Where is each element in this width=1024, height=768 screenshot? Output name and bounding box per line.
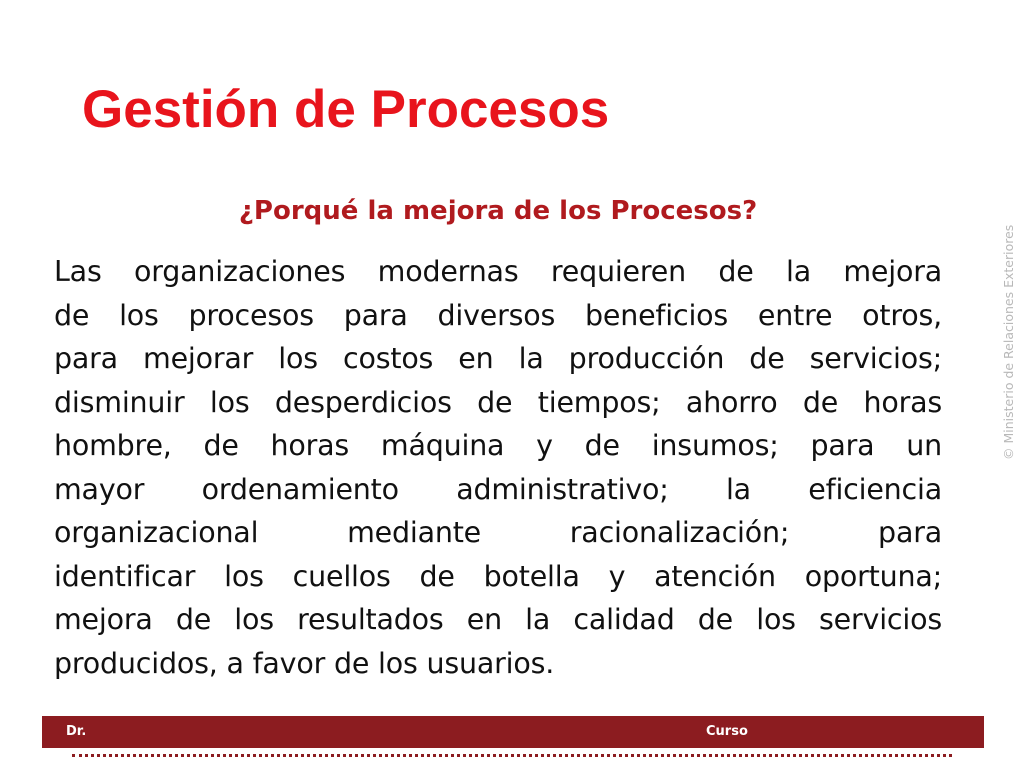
footer-dotted-divider <box>72 754 952 757</box>
body-line: de los procesos para diversos beneficios entre otros, <box>54 298 942 332</box>
copyright-watermark: © Ministerio de Relaciones Exteriores <box>1001 224 1016 460</box>
body-line: disminuir los desperdicios de tiempos; ahorro de horas <box>54 385 942 419</box>
footer-course-label: Curso <box>706 724 748 739</box>
body-line: organizacional mediante racionalización; para <box>54 516 942 549</box>
footer-bar <box>42 716 984 748</box>
body-line: hombre, de horas máquina y de insumos; para un <box>54 429 942 462</box>
slide-title: Gestión de Procesos <box>82 80 610 139</box>
footer-author-label: Dr. <box>66 724 87 739</box>
body-line: para mejorar los costos en la producción de servicios; <box>54 342 942 375</box>
body-line: mayor ordenamiento administrativo; la eficiencia <box>54 472 942 506</box>
body-line: mejora de los resultados en la calidad de los servicios <box>54 603 942 636</box>
body-line: identificar los cuellos de botella y atención oportuna; <box>54 559 942 593</box>
body-paragraph <box>54 250 942 685</box>
body-line: producidos, a favor de los usuarios. <box>54 646 555 680</box>
body-line: Las organizaciones modernas requieren de la mejora <box>54 255 942 288</box>
slide-subtitle: ¿Porqué la mejora de los Procesos? <box>238 196 758 226</box>
